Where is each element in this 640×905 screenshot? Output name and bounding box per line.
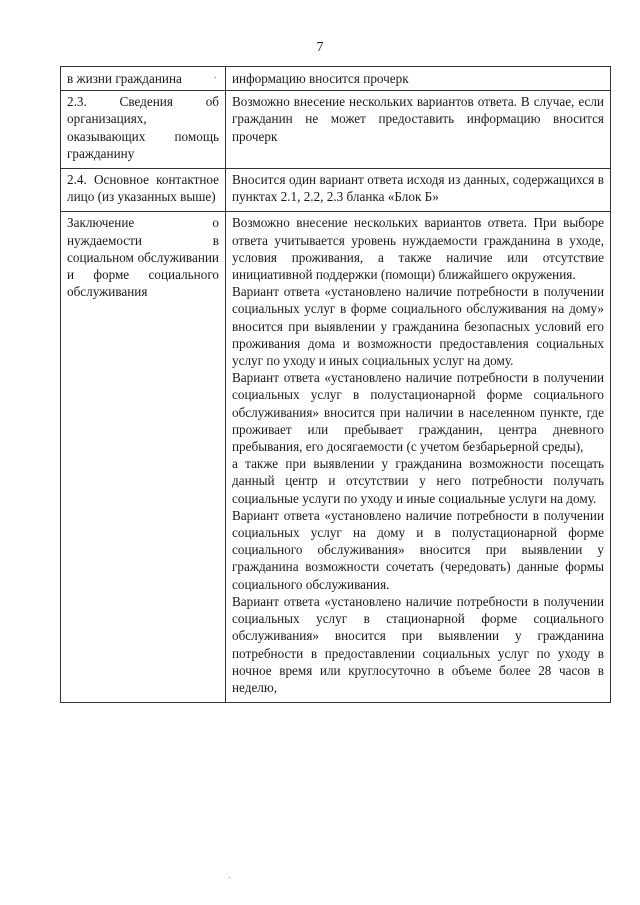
instructions-table: [60, 66, 611, 703]
description-paragraph: Вносится один вариант ответа исходя из данных, содержащихся в пунктах 2.1, 2.2, 2.3 бланка «Блок Б»: [232, 172, 604, 205]
description-paragraph: информацию вносится прочерк: [232, 71, 409, 86]
scan-dot: .: [228, 870, 231, 881]
row-description-cell: [226, 212, 611, 703]
row-description-cell: [226, 67, 611, 91]
row-label-cell: [61, 67, 226, 91]
table-row: [61, 212, 611, 703]
description-paragraph: Вариант ответа «установлено наличие потребности в получении социальных услуг в стационарной форме социального обслуживания» вносится при выявлении у гражданина потребности в предоставлении социальных услуг по уходу в ночное время или круглосуточно в объеме более 28 часов в неделю,: [232, 593, 604, 695]
row-description-cell: [226, 91, 611, 169]
page-number: 7: [316, 40, 324, 55]
description-paragraph: а также при выявлении у гражданина возможности посещать данный центр и отсутствии у него потребности получать социальные услуги по уходу и иные социальные услуги на дому.: [232, 456, 604, 506]
table-row: [61, 91, 611, 169]
row-label-cell: [61, 91, 226, 169]
row-label: в жизни гражданина: [67, 71, 182, 86]
row-label-cell: [61, 169, 226, 212]
row-label: Заключение о нуждаемости в социальном обслуживании и форме социального обслуживания: [67, 215, 219, 300]
table-row: [61, 67, 611, 91]
description-paragraph: Возможно внесение нескольких вариантов ответа. При выборе ответа учитывается уровень нуждаемости гражданина в уходе, условия проживания, а также наличие или отсутствие инициативной поддержки (помощи) ближайшего окружения.: [232, 215, 604, 283]
description-paragraph: Вариант ответа «установлено наличие потребности в получении социальных услуг в форме социального обслуживания на дому» вносится при выявлении у гражданина безопасных условий его проживания дома и возможности предоставления социальных услуг по уходу и иных социальных услуг на дому.: [232, 284, 604, 369]
description-paragraph: Возможно внесение нескольких вариантов ответа. В случае, если гражданин не может предоставить информацию вносится прочерк: [232, 94, 604, 144]
scan-mark: ·: [213, 72, 217, 84]
description-paragraph: Вариант ответа «установлено наличие потребности в получении социальных услуг на дому и в полустационарной форме социального обслуживания» вносится при выявлении у гражданина возможности сочетать (чередовать) данные формы социального обслуживания.: [232, 507, 604, 592]
row-description-cell: [226, 169, 611, 212]
table-row: [61, 169, 611, 212]
row-label: 2.4. Основное контактное лицо (из указанных выше): [67, 172, 219, 205]
row-label-cell: [61, 212, 226, 703]
row-label: 2.3. Сведения об организациях, оказывающих помощь гражданину: [67, 94, 219, 161]
description-paragraph: Вариант ответа «установлено наличие потребности в получении социальных услуг в полустационарной форме социального обслуживания» вносится при наличии в населенном пункте, где проживает или пребывает гражданин, центра дневного пребывания, его досягаемости (с учетом безбарьерной среды),: [232, 370, 604, 455]
